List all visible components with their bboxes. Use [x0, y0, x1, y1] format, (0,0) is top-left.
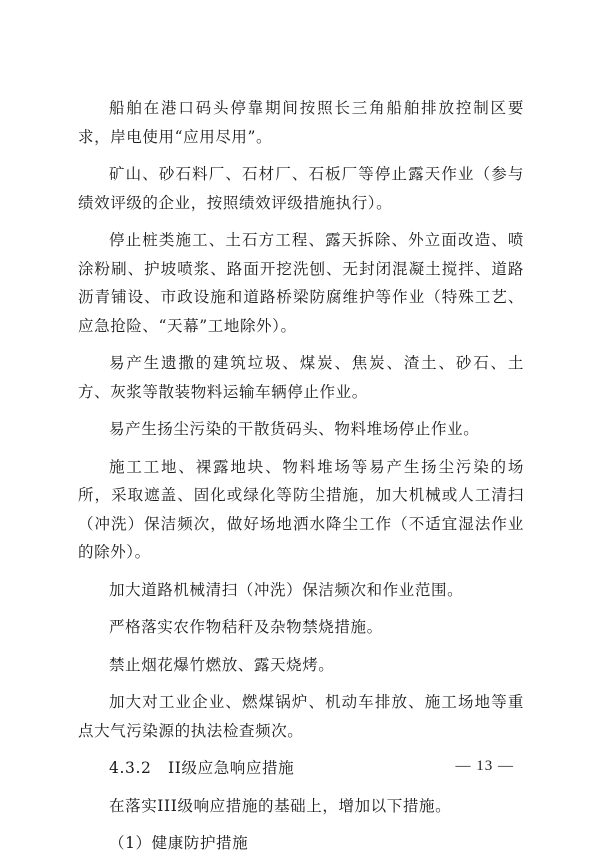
paragraph-construction-stop: 停止桩类施工、土石方工程、露天拆除、外立面改造、喷涂粉刷、护坡喷浆、路面开挖洗刨、无封闭混凝土搅拌、道路沥青铺设、市政设施和道路桥梁防腐维护等作业（特殊工艺、应急抢险、“天幕”工地除外）。 [78, 231, 524, 335]
paragraph-ship-shore-power: 船舶在港口码头停靠期间按照长三角船舶排放控制区要求，岸电使用“应用尽用”。 [78, 99, 524, 146]
section-intro: 在落实III级响应措施的基础上，增加以下措施。 [109, 796, 452, 815]
paragraph-straw-burning: 严格落实农作物秸秆及杂物禁烧措施。 [109, 618, 383, 636]
paragraph-dry-bulk-docks: 易产生扬尘污染的干散货码头、物料堆场停止作业。 [109, 420, 480, 438]
paragraph-dust-control: 施工工地、裸露地块、物料堆场等易产生扬尘污染的场所，采取遮盖、固化或绿化等防尘措施，加大机械或人工清扫（冲洗）保洁频次，做好场地洒水降尘工作（不适宜湿法作业的除外）。 [78, 457, 524, 561]
subheading-health-protection: （1）健康防护措施 [109, 834, 249, 852]
paragraph-fireworks-bbq: 禁止烟花爆竹燃放、露天烧烤。 [109, 655, 335, 674]
paragraph-law-enforcement: 加大对工业企业、燃煤锅炉、机动车排放、施工场地等重点大气污染源的执法检查频次。 [78, 693, 524, 740]
paragraph-road-cleaning: 加大道路机械清扫（冲洗）保洁频次和作业范围。 [109, 580, 464, 599]
document-body [78, 94, 524, 867]
page-number: — 13 — [455, 758, 514, 774]
section-number: 4.3.2 [109, 759, 152, 777]
paragraph-bulk-transport: 易产生遗撒的建筑垃圾、煤炭、焦炭、渣土、砂石、土方、灰浆等散装物料运输车辆停止作业。 [78, 354, 524, 401]
section-title: II级应急响应措施 [168, 759, 295, 777]
paragraph-mines-quarries: 矿山、砂石料厂、石材厂、石板厂等停止露天作业（参与绩效评级的企业，按照绩效评级措施执行）。 [78, 165, 524, 212]
